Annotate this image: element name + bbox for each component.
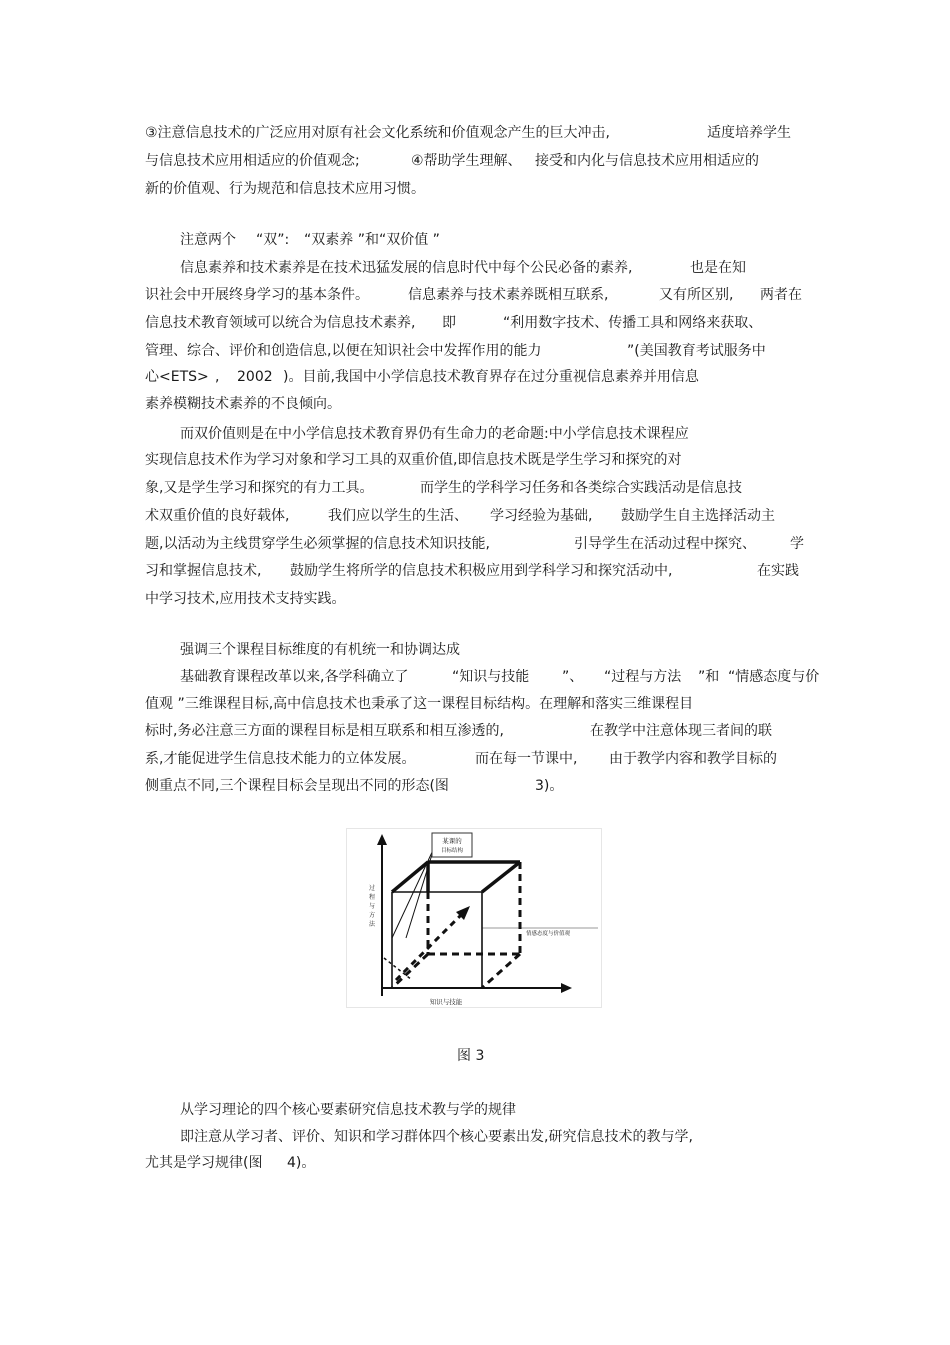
text-segment: “双”:: [256, 232, 290, 248]
text-segment: )。目前,我国中小学信息技术教育界存在过分重视信息素养并用信息: [283, 369, 699, 385]
text-segment: 强调三个课程目标维度的有机统一和协调达成: [180, 642, 460, 658]
text-segment: 信息技术教育领域可以统合为信息技术素养,: [145, 315, 416, 331]
y-axis-label-char: 法: [368, 921, 376, 928]
text-segment: 又有所区别,: [659, 287, 734, 303]
text-segment: 引导学生在活动过程中探究、: [574, 536, 756, 552]
y-axis-label-char: 方: [368, 912, 376, 919]
third-axis-label: 情感态度与价值观: [526, 931, 571, 937]
label-box-text: 某课的: [442, 837, 462, 845]
figure-caption: 图 3: [457, 1048, 485, 1064]
text-segment: ”(美国教育考试服务中: [627, 343, 766, 359]
text-segment: 管理、综合、评价和创造信息,以便在知识社会中发挥作用的能力: [145, 343, 542, 359]
text-segment: 术双重价值的良好载体,: [145, 508, 290, 524]
label-box-text: 目标结构: [440, 848, 464, 854]
text-segment: 即注意从学习者、评价、知识和学习群体四个核心要素出发,研究信息技术的教与学,: [180, 1129, 693, 1145]
text-segment: 习和掌握信息技术,: [145, 563, 262, 579]
y-axis-label-char: 过: [368, 885, 376, 892]
text-segment: 中学习技术,应用技术支持实践。: [145, 591, 346, 607]
text-segment: 值观 ”三维课程目标,高中信息技术也秉承了这一课程目标结构。在理解和落实三维课程目: [145, 696, 694, 712]
text-segment: 侧重点不同,三个课程目标会呈现出不同的形态(图: [145, 778, 449, 794]
course-goal-cube-diagram: [346, 828, 602, 1008]
text-segment: “利用数字技术、传播工具和网络来获取、: [503, 315, 763, 331]
text-segment: 尤其是学习规律(图: [145, 1155, 263, 1171]
text-segment: 接受和内化与信息技术应用相适应的: [535, 153, 759, 169]
text-segment: “知识与技能: [452, 669, 530, 685]
text-segment: 标时,务必注意三方面的课程目标是相互联系和相互渗透的,: [145, 723, 504, 739]
text-segment: 从学习理论的四个核心要素研究信息技术教与学的规律: [180, 1102, 516, 1118]
text-segment: 也是在知: [690, 260, 746, 276]
text-segment: 在教学中注意体现三者间的联: [590, 723, 772, 739]
figure-frame: [347, 829, 602, 1008]
text-segment: 3)。: [535, 778, 564, 794]
text-segment: “过程与方法: [604, 669, 682, 685]
y-axis-label-char: 程: [368, 894, 376, 901]
text-segment: 由于教学内容和教学目标的: [609, 751, 777, 767]
x-axis-label: 知识与技能: [429, 998, 463, 1006]
text-segment: 题,以活动为主线贯穿学生必须掌握的信息技术知识技能,: [145, 536, 490, 552]
text-segment: 我们应以学生的生活、: [328, 508, 468, 524]
text-segment: 新的价值观、行为规范和信息技术应用习惯。: [145, 181, 425, 197]
text-segment: 学: [790, 536, 804, 552]
text-segment: 在实践: [757, 563, 799, 579]
text-segment: 学习经验为基础,: [490, 508, 593, 524]
text-segment: 象,又是学生学习和探究的有力工具。: [145, 480, 374, 496]
text-segment: 而学生的学科学习任务和各类综合实践活动是信息技: [420, 480, 742, 496]
text-segment: 两者在: [760, 287, 802, 303]
text-segment: 识社会中开展终身学习的基本条件。: [145, 287, 369, 303]
text-segment: ”、: [562, 669, 584, 685]
text-segment: 即: [442, 315, 456, 331]
text-segment: 信息素养和技术素养是在技术迅猛发展的信息时代中每个公民必备的素养,: [180, 260, 633, 276]
text-segment: 适度培养学生: [707, 125, 791, 141]
text-segment: 鼓励学生自主选择活动主: [621, 508, 775, 524]
text-segment: ,: [215, 369, 220, 385]
text-segment: 系,才能促进学生信息技术能力的立体发展。: [145, 751, 416, 767]
text-segment: 鼓励学生将所学的信息技术积极应用到学科学习和探究活动中,: [290, 563, 673, 579]
figure-3-diagram: [346, 828, 602, 1008]
text-segment: 实现信息技术作为学习对象和学习工具的双重价值,即信息技术既是学生学习和探究的对: [145, 452, 682, 468]
text-segment: ③注意信息技术的广泛应用对原有社会文化系统和价值观念产生的巨大冲击,: [145, 125, 610, 141]
text-segment: ”和: [698, 669, 720, 685]
text-segment: 信息素养与技术素养既相互联系,: [408, 287, 609, 303]
text-segment: 而在每一节课中,: [475, 751, 578, 767]
text-segment: 注意两个: [180, 232, 236, 248]
text-segment: 与信息技术应用相适应的价值观念;: [145, 153, 360, 169]
text-segment: 2002: [237, 369, 273, 385]
text-segment: 而双价值则是在中小学信息技术教育界仍有生命力的老命题:中小学信息技术课程应: [180, 426, 689, 442]
text-segment: “情感态度与价: [728, 669, 820, 685]
text-segment: 素养模糊技术素养的不良倾向。: [145, 396, 341, 412]
y-axis-label-char: 与: [368, 903, 376, 910]
text-segment: 4)。: [287, 1155, 316, 1171]
text-segment: “双素养 ”和“双价值 ”: [304, 232, 440, 248]
text-segment: 基础教育课程改革以来,各学科确立了: [180, 669, 409, 685]
text-segment: ④帮助学生理解、: [411, 153, 522, 169]
text-segment: 心<ETS>: [145, 369, 209, 385]
